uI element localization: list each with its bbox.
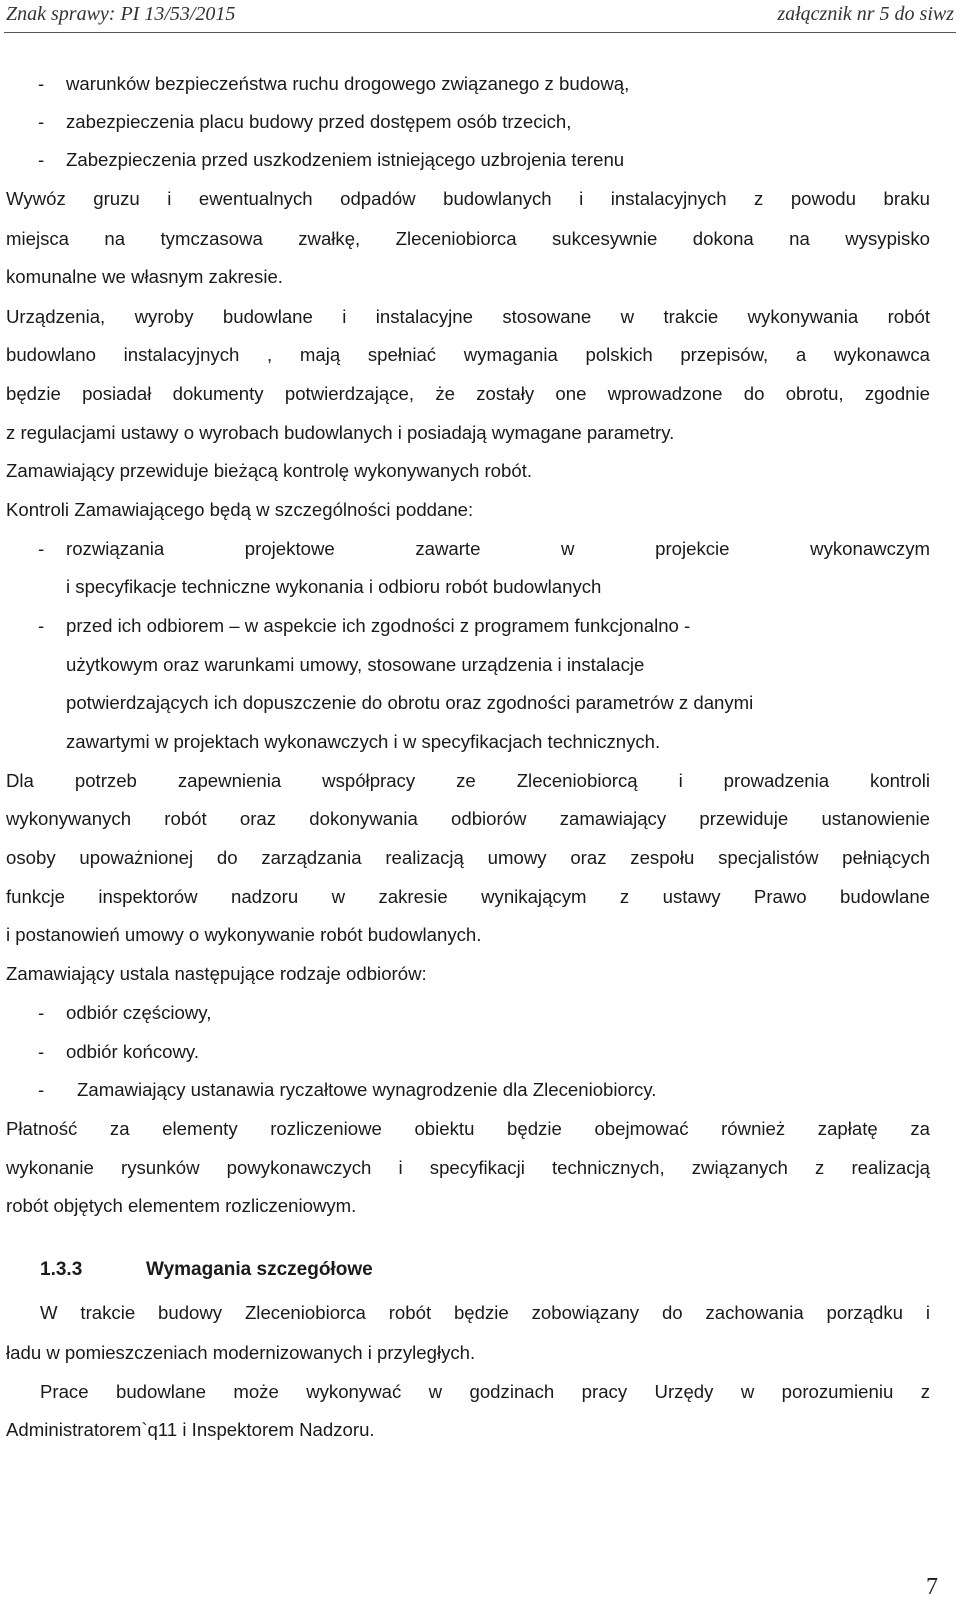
- section-title: Wymagania szczegółowe: [146, 1259, 373, 1280]
- list-item: Zabezpieczenia przed uszkodzeniem istniejącego uzbrojenia terenu: [66, 149, 625, 170]
- paragraph-line: W trakcie budowy Zleceniobiorca robót będzie zobowiązany do zachowania porządku i: [40, 1302, 930, 1323]
- list-item-continuation: użytkowym oraz warunkami umowy, stosowane urządzenia i instalacje: [66, 654, 645, 675]
- paragraph-line: Wywóz gruzu i ewentualnych odpadów budowlanych i instalacyjnych z powodu braku: [6, 188, 930, 209]
- list-dash: -: [38, 73, 45, 94]
- header-case-number: Znak sprawy: PI 13/53/2015: [6, 3, 236, 25]
- paragraph-line: budowlano instalacyjnych , mają spełniać wymagania polskich przepisów, a wykonawca: [6, 344, 930, 365]
- list-item: Zamawiający ustanawia ryczałtowe wynagrodzenie dla Zleceniobiorcy.: [77, 1079, 657, 1100]
- list-dash: -: [38, 1002, 45, 1023]
- list-item: odbiór końcowy.: [66, 1041, 199, 1062]
- paragraph-line: Kontroli Zamawiającego będą w szczególności poddane:: [6, 499, 474, 520]
- paragraph-line: robót objętych elementem rozliczeniowym.: [6, 1195, 357, 1216]
- list-dash: -: [38, 1079, 45, 1100]
- list-dash: -: [38, 1041, 45, 1062]
- list-item: przed ich odbiorem – w aspekcie ich zgodności z programem funkcjonalno -: [66, 615, 691, 636]
- paragraph-line: i postanowień umowy o wykonywanie robót budowlanych.: [6, 924, 482, 945]
- section-number: 1.3.3: [40, 1259, 83, 1280]
- list-dash: -: [38, 538, 45, 559]
- paragraph-line: Administratorem`q11 i Inspektorem Nadzoru.: [6, 1419, 375, 1440]
- list-item: odbiór częściowy,: [66, 1002, 212, 1023]
- list-dash: -: [38, 111, 45, 132]
- paragraph-line: wykonywanych robót oraz dokonywania odbiorów zamawiający przewiduje ustanowienie: [6, 808, 930, 829]
- paragraph-line: funkcje inspektorów nadzoru w zakresie wynikającym z ustawy Prawo budowlane: [6, 886, 930, 907]
- paragraph-line: Płatność za elementy rozliczeniowe obiektu będzie obejmować również zapłatę za: [6, 1118, 930, 1139]
- paragraph-line: będzie posiadał dokumenty potwierdzające, że zostały one wprowadzone do obrotu, zgodnie: [6, 383, 930, 404]
- list-item: rozwiązania projektowe zawarte w projekcie wykonawczym: [66, 538, 930, 559]
- paragraph-line: ładu w pomieszczeniach modernizowanych i przyległych.: [6, 1342, 476, 1363]
- list-item-continuation: potwierdzających ich dopuszczenie do obrotu oraz zgodności parametrów z danymi: [66, 692, 754, 713]
- header-divider: [4, 32, 956, 33]
- paragraph-line: wykonanie rysunków powykonawczych i specyfikacji technicznych, związanych z realizacją: [6, 1157, 930, 1178]
- paragraph-line: Zamawiający przewiduje bieżącą kontrolę wykonywanych robót.: [6, 460, 533, 481]
- paragraph-line: Dla potrzeb zapewnienia współpracy ze Zleceniobiorcą i prowadzenia kontroli: [6, 770, 930, 791]
- paragraph-line: z regulacjami ustawy o wyrobach budowlanych i posiadają wymagane parametry.: [6, 422, 675, 443]
- list-item: zabezpieczenia placu budowy przed dostępem osób trzecich,: [66, 111, 572, 132]
- list-item-continuation: i specyfikacje techniczne wykonania i odbioru robót budowlanych: [66, 576, 602, 597]
- paragraph-line: Zamawiający ustala następujące rodzaje odbiorów:: [6, 963, 427, 984]
- paragraph-line: komunalne we własnym zakresie.: [6, 266, 283, 287]
- paragraph-line: osoby upoważnionej do zarządzania realizacją umowy oraz zespołu specjalistów pełniących: [6, 847, 930, 868]
- page-number: 7: [926, 1574, 938, 1600]
- list-dash: -: [38, 149, 45, 170]
- list-item: warunków bezpieczeństwa ruchu drogowego związanego z budową,: [66, 73, 630, 94]
- paragraph-line: Prace budowlane może wykonywać w godzinach pracy Urzędy w porozumieniu z: [40, 1381, 930, 1402]
- paragraph-line: Urządzenia, wyroby budowlane i instalacyjne stosowane w trakcie wykonywania robót: [6, 306, 930, 327]
- paragraph-line: miejsca na tymczasowa zwałkę, Zleceniobiorca sukcesywnie dokona na wysypisko: [6, 228, 930, 249]
- header-attachment: załącznik nr 5 do siwz: [777, 3, 954, 25]
- list-dash: -: [38, 615, 45, 636]
- list-item-continuation: zawartymi w projektach wykonawczych i w specyfikacjach technicznych.: [66, 731, 661, 752]
- page-header: [0, 0, 960, 36]
